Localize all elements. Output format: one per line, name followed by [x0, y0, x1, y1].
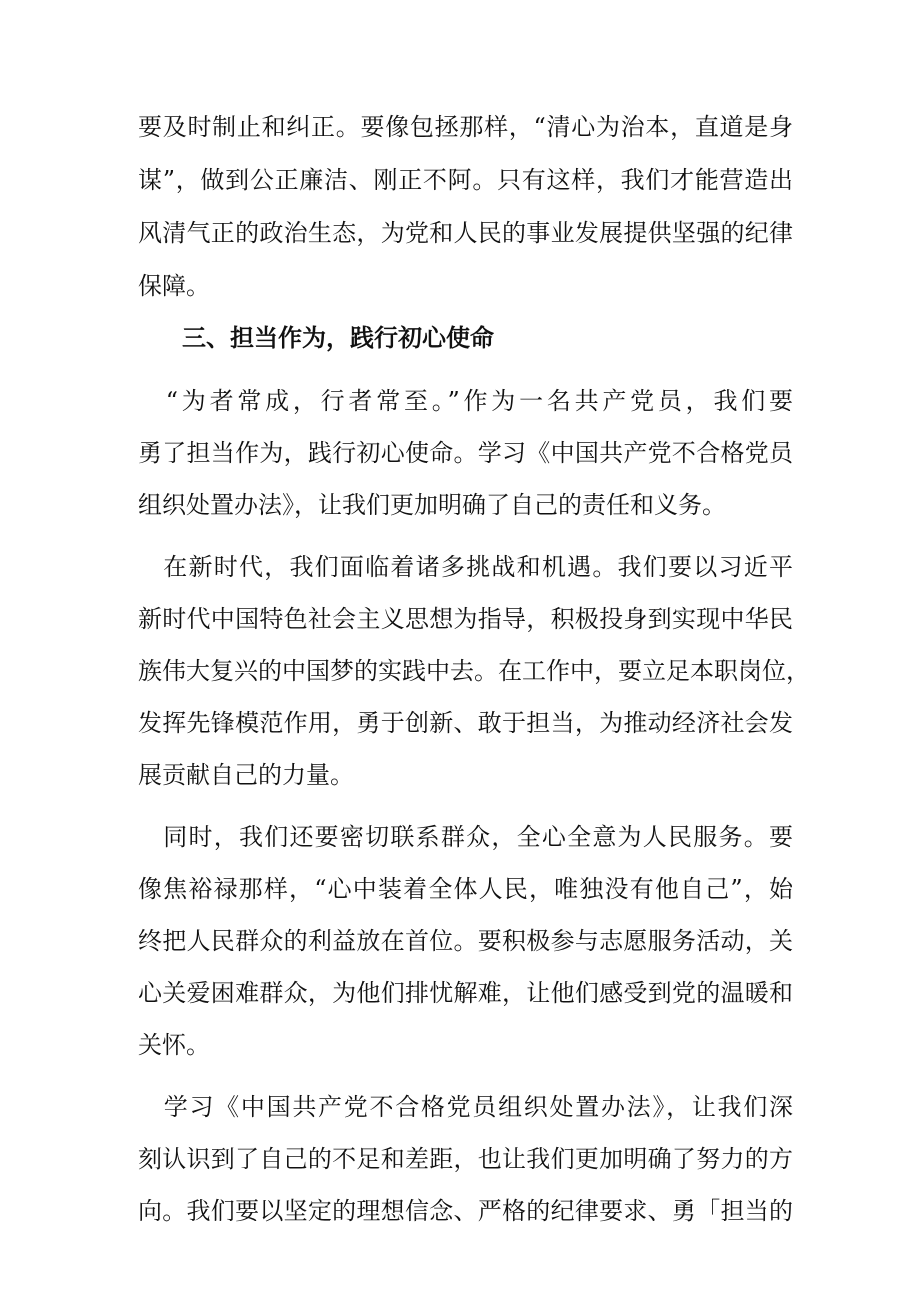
paragraph-line: 展贡献自己的力量。	[138, 761, 354, 789]
paragraph-line: 保障。	[138, 272, 210, 300]
paragraph-line: 族伟大复兴的中国梦的实践中去。在工作中，要立足本职岗位，	[138, 657, 810, 685]
section-heading: 三、担当作为，践行初心使命	[182, 323, 494, 352]
paragraph-line: 要及时制止和纠正。要像包拯那样，“清心为治本，直道是身	[138, 113, 793, 141]
paragraph-line: 同时，我们还要密切联系群众，全心全意为人民服务。要	[138, 823, 793, 851]
paragraph-line: 刻认识到了自己的不足和差距，也让我们更加明确了努力的方	[138, 1145, 793, 1173]
paragraph-line: 勇了担当作为，践行初心使命。学习《中国共产党不合格党员	[138, 439, 793, 467]
paragraph-line: 谋”，做到公正廉洁、刚正不阿。只有这样，我们才能营造出	[138, 166, 793, 194]
paragraph-line: 像焦裕禄那样，“心中装着全体人民，唯独没有他自己”，始	[138, 875, 793, 903]
paragraph-line: 发挥先锋模范作用，勇于创新、敢于担当，为推动经济社会发	[138, 709, 793, 737]
paragraph-line: “为者常成，行者常至。”作为一名共产党员，我们要	[138, 387, 793, 415]
paragraph-line: 心关爱困难群众，为他们排忧解难，让他们感受到党的温暖和	[138, 979, 793, 1007]
paragraph-line: 关怀。	[138, 1031, 210, 1059]
paragraph-line: 向。我们要以坚定的理想信念、严格的纪律要求、勇「担当的	[138, 1197, 793, 1225]
paragraph-line: 新时代中国特色社会主义思想为指导，积极投身到实现中华民	[138, 605, 793, 633]
paragraph-line: 学习《中国共产党不合格党员组织处置办法》，让我们深	[138, 1093, 793, 1121]
paragraph-line: 风清气正的政治生态，为党和人民的事业发展提供坚强的纪律	[138, 219, 793, 247]
paragraph-line: 在新时代，我们面临着诸多挑战和机遇。我们要以习近平	[138, 553, 793, 581]
paragraph-line: 终把人民群众的利益放在首位。要积极参与志愿服务活动，关	[138, 927, 793, 955]
paragraph-line: 组织处置办法》，让我们更加明确了自己的责任和义务。	[138, 491, 726, 519]
